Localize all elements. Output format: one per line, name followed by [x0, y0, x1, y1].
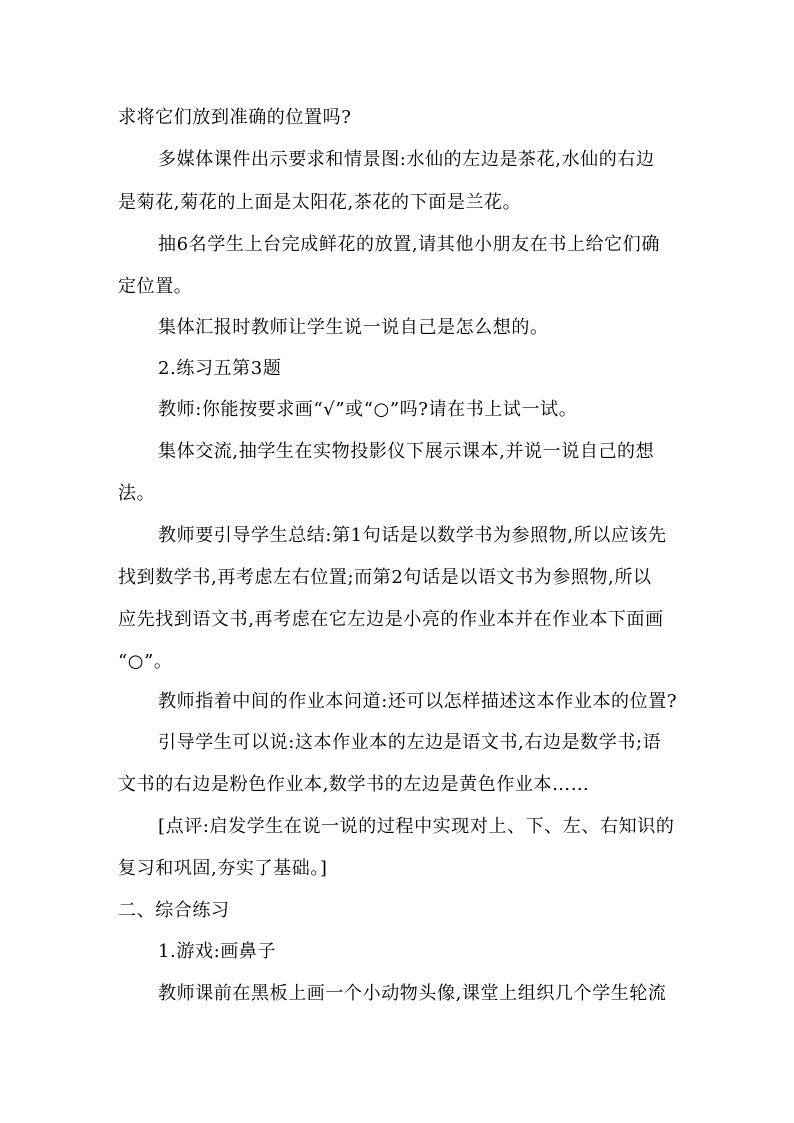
- text-line: 2.练习五第3题: [158, 358, 282, 379]
- section-heading: 二、综合练习: [118, 900, 230, 921]
- text-line: 文书的右边是粉色作业本,数学书的左边是黄色作业本……: [118, 774, 590, 795]
- text-line: 复习和巩固,夯实了基础。]: [118, 858, 328, 879]
- text-line: 教师要引导学生总结:第1句话是以数学书为参照物,所以应该先: [158, 525, 667, 546]
- text-line: 集体汇报时教师让学生说一说自己是怎么想的。: [158, 317, 549, 338]
- text-line: 引导学生可以说:这本作业本的左边是语文书,右边是数学书;语: [158, 732, 662, 753]
- text-line: “○”。: [118, 651, 173, 672]
- text-line: 集体交流,抽学生在实物投影仪下展示课本,并说一说自己的想: [158, 441, 655, 462]
- text-line: 教师:你能按要求画“√”或“○”吗?请在书上试一试。: [158, 399, 578, 420]
- text-line: 多媒体课件出示要求和情景图:水仙的左边是茶花,水仙的右边: [158, 149, 655, 170]
- text-line: 应先找到语文书,再考虑在它左边是小亮的作业本并在作业本下面画: [118, 609, 664, 630]
- text-line: 定位置。: [118, 276, 193, 297]
- text-line: 是菊花,菊花的上面是太阳花,茶花的下面是兰花。: [118, 192, 522, 213]
- text-line: 抽6名学生上台完成鲜花的放置,请其他小朋友在书上给它们确: [158, 234, 660, 255]
- text-line: 找到数学书,再考虑左右位置;而第2句话是以语文书为参照物,所以: [118, 567, 652, 588]
- text-line: [点评:启发学生在说一说的过程中实现对上、下、左、右知识的: [158, 816, 675, 837]
- text-line: 教师指着中间的作业本问道:还可以怎样描述这本作业本的位置?: [158, 691, 678, 712]
- subsection-heading: 1.游戏:画鼻子: [158, 941, 277, 962]
- text-line: 法。: [118, 483, 156, 504]
- text-line: 教师课前在黑板上画一个小动物头像,课堂上组织几个学生轮流: [158, 983, 667, 1004]
- text-line: 求将它们放到准确的位置吗?: [118, 107, 352, 128]
